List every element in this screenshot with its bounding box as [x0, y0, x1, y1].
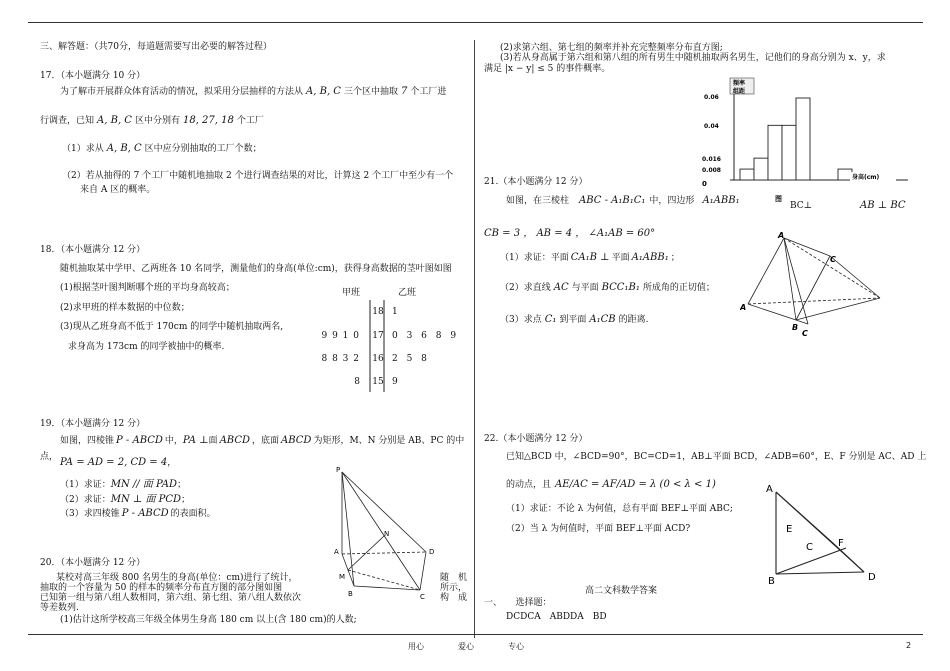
q18-part2: (2)求甲班的样本数据的中位数；: [60, 303, 190, 313]
q20-line1-right: 随 机: [440, 573, 468, 583]
label-d: D: [868, 572, 876, 583]
q21-part2: （2）求直线 AC 与平面 BCC₁B₁ 所成角的正切值；: [500, 282, 715, 293]
q21-given: CB = 3 ， AB = 4 ， ∠A₁AB = 60°: [484, 228, 656, 239]
label-d: D: [429, 548, 435, 556]
histogram-bar: [796, 98, 810, 180]
histogram-bar: [768, 125, 782, 180]
q20-line3-right: 构 成: [440, 593, 468, 603]
stem: 18: [372, 307, 384, 317]
label-c: C: [420, 593, 425, 601]
q20-part1: (1)估计这所学校高三年级全体男生身高 180 cm 以上(含 180 cm)的人数;: [60, 615, 357, 625]
q18-heading: 18．（本小题满分 12 分）: [40, 245, 146, 255]
q21-heading: 21.（本小题满分 12 分）: [484, 177, 588, 187]
leaf-left: 8 8 3 2: [321, 354, 360, 364]
q22-line2: 的动点，且 AE/AC = AF/AD = λ (0 < λ < 1): [506, 479, 716, 490]
q17-heading: 17．（本小题满分 10 分）: [40, 71, 146, 81]
answers-title: 高二文科数学答案: [585, 586, 658, 596]
q19-line1: 如图，四棱锥 P - ABCD 中，PA ⊥面 ABCD ，底面 ABCD 为矩形，M、N 分别是 AB、PC 的中: [60, 435, 465, 446]
ylabel-top: 频率: [733, 80, 746, 87]
q21-line1: 如图，在三棱柱 ABC - A₁B₁C₁ 中，四边形 A₁ABB₁: [506, 195, 740, 206]
q19-part2: （2）求证：MN ⊥ 面 PCD；: [60, 494, 191, 505]
q22-line1: 已知△BCD 中，∠BCD=90°，BC=CD=1，AB⊥平面 BCD，∠ADB=60°，E、F 分别是 AC、AD 上: [506, 452, 927, 462]
figure-caption: 图: [775, 195, 782, 203]
leaf-left: 8: [354, 377, 360, 387]
x-axis-label: 身高(cm): [852, 174, 880, 181]
q20-line2-right: 所示，: [440, 583, 468, 593]
q19-heading: 19．（本小题满分 12 分）: [40, 419, 146, 429]
q20-line1: 某校对高三年级 800 名男生的身高(单位：cm)进行了统计，: [56, 573, 298, 583]
answers-section: 一、 选择题：: [484, 598, 552, 608]
ytick: 0.06: [704, 94, 719, 101]
histogram-bar: [740, 169, 754, 180]
q20-heading: 20．（本小题满分 12 分）: [40, 558, 146, 568]
label-b: B: [348, 590, 353, 598]
q21-line1-d: AB ⊥ BC: [860, 200, 906, 211]
q20-part3-cont: 满足 |x − y| ≤ 5 的事件概率。: [484, 64, 611, 74]
q21-line1-c: BC⊥: [790, 201, 813, 211]
q18-part3: (3)现从乙班身高不低于 170cm 的同学中随机抽取两名,: [60, 322, 284, 332]
class-a-label: 甲班: [342, 288, 361, 298]
footer-word: 爱心: [458, 642, 474, 651]
label-a: A: [766, 484, 773, 495]
q17-line2: 行调查，已知 A, B, C 区中分别有 18, 27, 18 个工厂: [40, 115, 264, 126]
origin-label: 0: [702, 180, 707, 188]
label-n: N: [384, 530, 390, 538]
q17-line1: 为了解市开展群众体育活动的情况，拟采用分层抽样的方法从 A, B, C 三个区中抽取 7 个工厂进: [60, 86, 447, 97]
stem: 15: [372, 377, 384, 387]
q20-part2: (2)求第六组、第七组的频率并补充完整频率分布直方图;: [500, 43, 723, 53]
q20-line3: 已知第一组与第八组人数相同，第六组、第七组、第八组人数依次: [40, 593, 302, 603]
answers-choices: DCDCA ABDDA BD: [506, 612, 607, 622]
leaf-right: 2 5 8: [392, 354, 430, 364]
q19-part3: （3）求四棱锥 P - ABCD 的表面积。: [60, 508, 216, 519]
histogram-bar: [782, 125, 796, 180]
label-f: F: [838, 538, 844, 549]
section-3-title: 三、解答题：（共70分，每道题需要写出必要的解答过程）: [40, 42, 272, 52]
q18-part3-cont: 求身高为 173cm 的同学被抽中的概率.: [68, 342, 225, 352]
histogram-bar: [754, 158, 768, 180]
q17-part2-cont: 来自 A 区的概率。: [80, 185, 156, 195]
label-e: E: [786, 524, 793, 535]
q17-part2: （2）若从抽得的 7 个工厂中随机地抽取 2 个进行调查结果的对比，计算这 2 个工厂中至少有一个: [62, 171, 454, 181]
q19-line2: 点，: [40, 452, 59, 462]
ytick: 0.016: [702, 156, 721, 163]
ylabel-bottom: 组距: [733, 88, 746, 95]
q22-heading: 22.（本小题满分 12 分）: [484, 434, 588, 444]
stem: 17: [372, 331, 384, 341]
leaf-right: 0 3 6 8 9: [392, 331, 460, 341]
histogram-bar: [838, 169, 852, 180]
label-c1: C: [830, 255, 836, 264]
frequency-histogram: [700, 76, 915, 204]
label-p: P: [336, 466, 341, 474]
q20-line2: 抽取的一个容量为 50 的样本的频率分布直方图的部分图如图: [40, 583, 283, 593]
q17-part1: （1）求从 A, B, C 区中应分别抽取的工厂个数；: [62, 143, 262, 154]
label-a: A: [740, 303, 747, 312]
label-b: B: [768, 576, 775, 587]
column-divider: [474, 40, 475, 638]
q19-part1: （1）求证：MN // 面 PAD；: [60, 479, 187, 490]
leaf-right: 9: [392, 377, 398, 387]
ytick: 0.008: [702, 167, 721, 174]
q20-line4: 等差数列.: [40, 603, 79, 613]
q21-part1: （1）求证：平面 CA₁B ⊥ 平面 A₁ABB₁ ；: [500, 252, 680, 263]
page-number: 2: [906, 641, 912, 650]
q22-part1: （1）求证：不论 λ 为何值，总有平面 BEF⊥平面 ABC;: [506, 504, 733, 514]
label-m: M: [339, 573, 346, 581]
q18-part1: (1)根据茎叶图判断哪个班的平均身高较高；: [60, 283, 235, 293]
pyramid-figure: [330, 462, 440, 602]
q22-part2: （2）当 λ 为何值时，平面 BEF⊥平面 ACD?: [506, 524, 691, 534]
q19-given: PA = AD = 2, CD = 4，: [60, 457, 177, 468]
label-c: C: [806, 542, 813, 553]
leaf-right: 1: [392, 307, 398, 317]
ytick: 0.04: [704, 123, 719, 130]
label-b: B: [792, 323, 799, 332]
q21-part3: （3）求点 C₁ 到平面 A₁CB 的距离.: [500, 314, 649, 325]
label-c: C: [802, 329, 808, 338]
q18-line1: 随机抽取某中学甲、乙两班各 10 名同学，测量他们的身高(单位:cm)，获得身高数据的茎叶图如图: [60, 264, 452, 274]
class-b-label: 乙班: [398, 288, 417, 298]
stem: 16: [372, 354, 384, 364]
label-a1: A: [778, 231, 785, 240]
label-a: A: [334, 548, 339, 556]
prism-figure: [740, 228, 900, 338]
q20-part3: (3)若从身高属于第六组和第八组的所有男生中随机抽取两名男生，记他们的身高分别为 x、y，求: [500, 53, 886, 63]
top-rule: [28, 22, 923, 23]
footer-word: 专心: [508, 642, 524, 651]
tetrahedron-figure: [760, 478, 890, 593]
bottom-rule: [28, 634, 923, 635]
footer-word: 用心: [408, 642, 424, 651]
leaf-left: 9 9 1 0: [321, 331, 360, 341]
